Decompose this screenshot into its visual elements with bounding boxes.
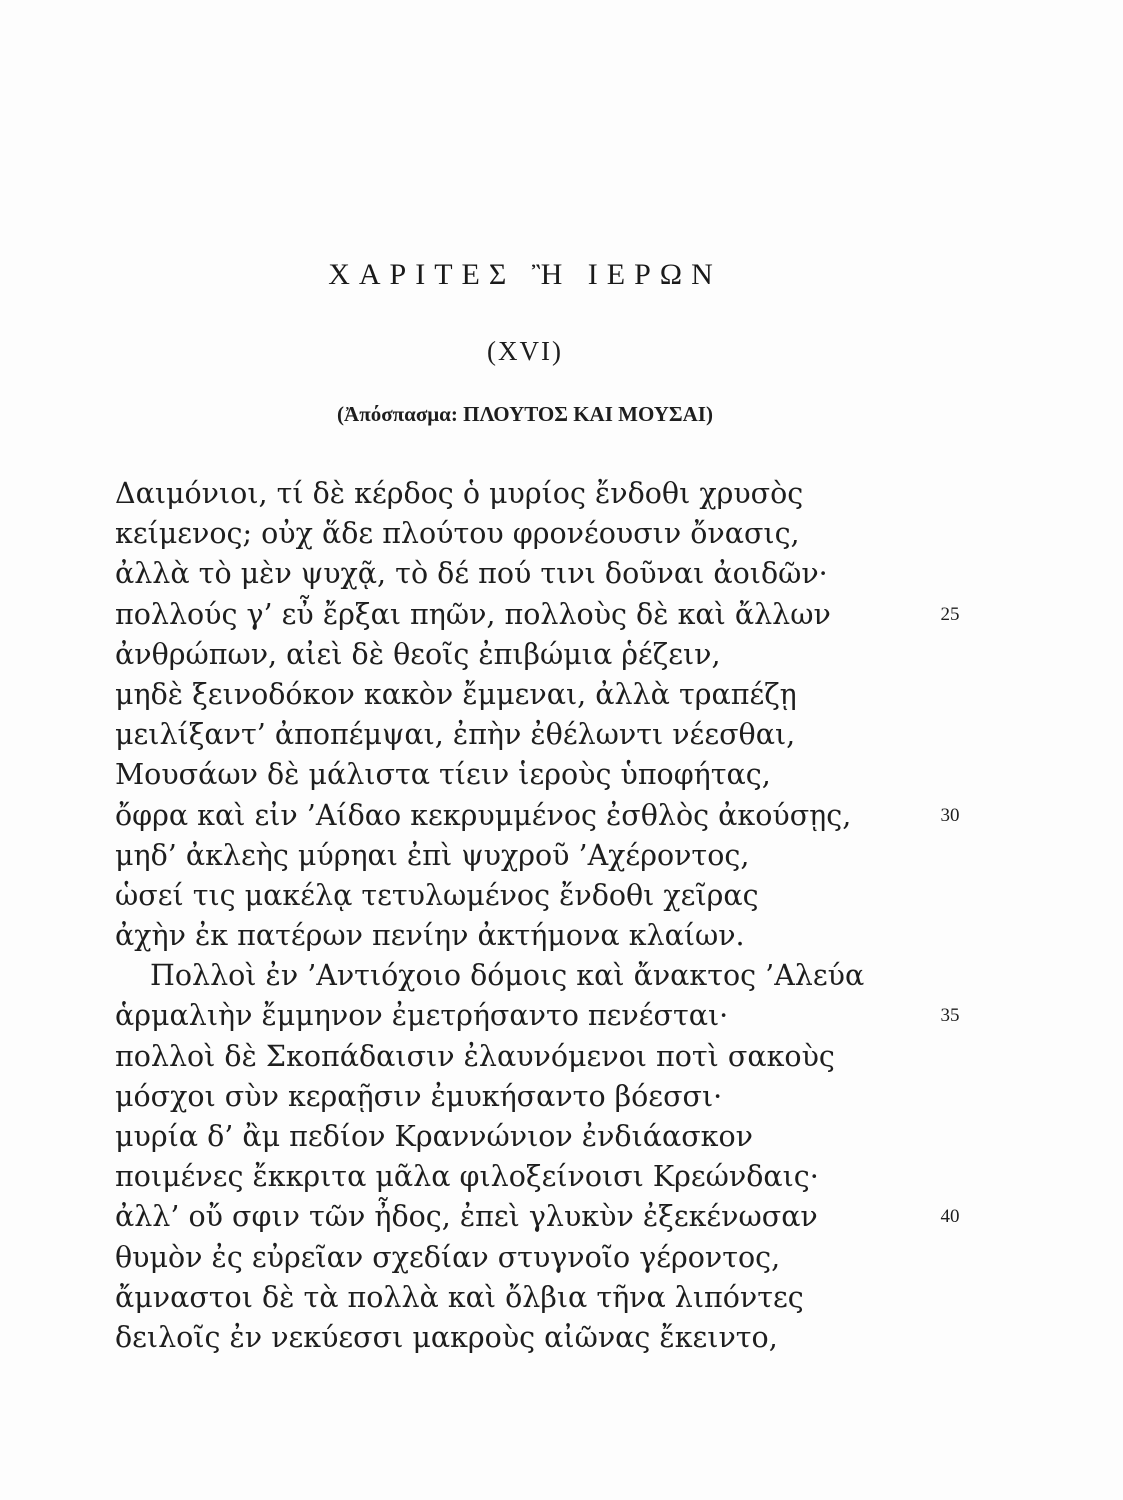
verse-line: Μουσάων δὲ μάλιστα τίειν ἱεροὺς ὑποφήτας,: [115, 758, 771, 792]
line-number: [920, 916, 980, 956]
line-number: [920, 956, 980, 996]
line-number: [920, 876, 980, 916]
verse-line: ὄφρα καὶ εἰν ’Αίδαο κεκρυμμένος ἐσθλὸς ἀκούσῃς,: [115, 798, 852, 832]
line-number: [920, 1278, 980, 1318]
verse-line: Δαιμόνιοι, τί δὲ κέρδος ὁ μυρίος ἔνδοθι χρυσὸς: [115, 477, 804, 510]
line-number: [920, 514, 980, 554]
line-number: [920, 474, 980, 514]
verse-line: ἀχὴν ἐκ πατέρων πενίην ἀκτήμονα κλαίων.: [115, 919, 745, 953]
verse-line: ἄμναστοι δὲ τὰ πολλὰ καὶ ὄλβια τῆνα λιπόντες: [115, 1280, 804, 1314]
line-number: [920, 1318, 980, 1358]
verse-line: ὡσεί τις μακέλᾳ τετυλωμένος ἔνδοθι χεῖρας: [115, 878, 759, 912]
verse-line: μόσχοι σὺν κεραῇσιν ἐμυκήσαντο βόεσσι·: [115, 1079, 723, 1113]
line-number: [920, 836, 980, 876]
line-number: 40: [940, 1206, 960, 1228]
line-number: 25: [940, 603, 960, 625]
verse-line: ἀλλ’ οὔ σφιν τῶν ἦδος, ἐπεὶ γλυκὺν ἐξεκένωσαν: [115, 1200, 818, 1234]
line-number: [920, 635, 980, 675]
line-number: [920, 1077, 980, 1117]
line-number: [920, 675, 980, 715]
verse-line: ἁρμαλιὴν ἔμμηνον ἐμετρήσαντο πενέσται·: [115, 999, 729, 1033]
line-number: [920, 715, 980, 755]
line-number: 30: [940, 804, 960, 826]
verse-line: θυμὸν ἐς εὐρεῖαν σχεδίαν στυγνοῖο γέροντος,: [115, 1240, 781, 1274]
poem-number: (XVI): [487, 336, 563, 366]
verse-line: ἀλλὰ τὸ μὲν ψυχᾷ, τὸ δέ πού τινι δοῦναι ἀοιδῶν·: [115, 557, 828, 591]
line-number: [920, 1157, 980, 1197]
verse-line: μηδὲ ξεινοδόκον κακὸν ἔμμεναι, ἀλλὰ τραπέζῃ: [115, 677, 797, 711]
line-number-column: [920, 474, 980, 1358]
verse-line: μειλίξαντ’ ἀποπέμψαι, ἐπὴν ἐθέλωντι νέεσθαι,: [115, 718, 796, 752]
verse-line: μηδ’ ἀκλεὴς μύρηαι ἐπὶ ψυχροῦ ’Αχέροντος,: [115, 838, 750, 872]
poem-title: ΧΑΡΙΤΕΣ Ἢ ΙΕΡΩΝ: [328, 258, 722, 291]
line-number: [920, 554, 980, 594]
verse-line: κείμενος; οὐχ ἅδε πλούτου φρονέουσιν ὄνασις,: [115, 517, 800, 551]
fragment-subtitle: (Ἀπόσπασμα: ΠΛΟΥΤΟΣ ΚΑΙ ΜΟΥΣΑΙ): [337, 402, 713, 426]
verse-line: ἀνθρώπων, αἰεὶ δὲ θεοῖς ἐπιβώμια ῥέζειν,: [115, 637, 721, 671]
verse-line: Πολλοὶ ἐν ’Αντιόχοιο δόμοις καὶ ἄνακτος ’Αλεύα: [150, 959, 865, 993]
verse-line: δειλοῖς ἐν νεκύεσσι μακροὺς αἰῶνας ἔκειντο,: [115, 1320, 778, 1354]
line-number: [920, 755, 980, 795]
line-number: [920, 1238, 980, 1278]
verse-line: ποιμένες ἔκκριτα μᾶλα φιλοξείνοισι Κρεώνδαις·: [115, 1160, 819, 1194]
verse-line: μυρία δ’ ἂμ πεδίον Κραννώνιον ἐνδιάασκον: [115, 1120, 753, 1153]
line-number: 35: [940, 1005, 960, 1027]
poem-text: [115, 474, 895, 1358]
line-number: [920, 1037, 980, 1077]
line-number: [920, 1117, 980, 1157]
verse-line: πολλοὶ δὲ Σκοπάδαισιν ἐλαυνόμενοι ποτὶ σακοὺς: [115, 1039, 835, 1073]
verse-line: πολλούς γ’ εὖ ἔρξαι πηῶν, πολλοὺς δὲ καὶ ἄλλων: [115, 597, 831, 631]
